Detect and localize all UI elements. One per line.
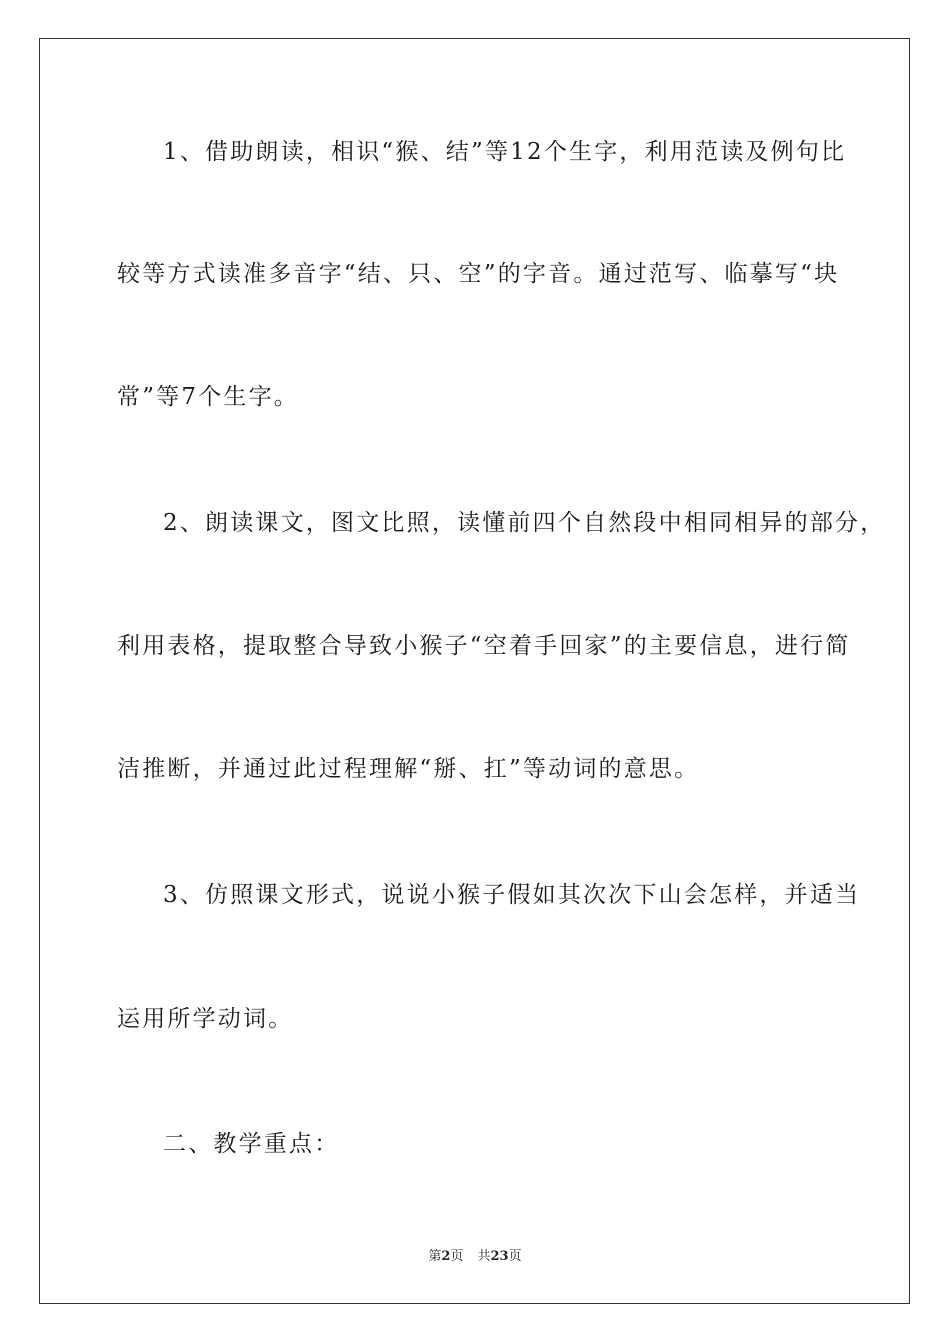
paragraph-3-line-2: 运用所学动词。 [117, 1006, 294, 1032]
footer-page-prefix: 第 [428, 1249, 442, 1264]
paragraph-2-line-3: 洁推断，并通过此过程理解“掰、扛”等动词的意思。 [117, 756, 700, 782]
footer-total-suffix: 页 [508, 1249, 522, 1264]
paragraph-2-line-1: 2、朗读课文，图文比照，读懂前四个自然段中相同相异的部分， [163, 510, 886, 536]
section-heading: 二、教学重点： [163, 1131, 340, 1157]
page-border [39, 38, 910, 1304]
footer-total-number: 23 [490, 1249, 509, 1264]
page-footer [0, 1245, 950, 1264]
paragraph-2-line-2: 利用表格，提取整合导致小猴子“空着手回家”的主要信息，进行简 [117, 633, 851, 659]
paragraph-1-line-3: 常”等7个生字。 [117, 384, 299, 410]
paragraph-1-line-2: 较等方式读准多音字“结、只、空”的字音。通过范写、临摹写“块 [117, 261, 840, 287]
footer-page-number: 2 [441, 1249, 451, 1264]
paragraph-1-line-1: 1、借助朗读，相识“猴、结”等12个生字，利用范读及例句比 [163, 139, 847, 165]
footer-total-prefix: 共 [477, 1249, 491, 1264]
footer-page-suffix: 页 [450, 1249, 464, 1264]
paragraph-3-line-1: 3、仿照课文形式，说说小猴子假如其次次下山会怎样，并适当 [163, 882, 861, 908]
